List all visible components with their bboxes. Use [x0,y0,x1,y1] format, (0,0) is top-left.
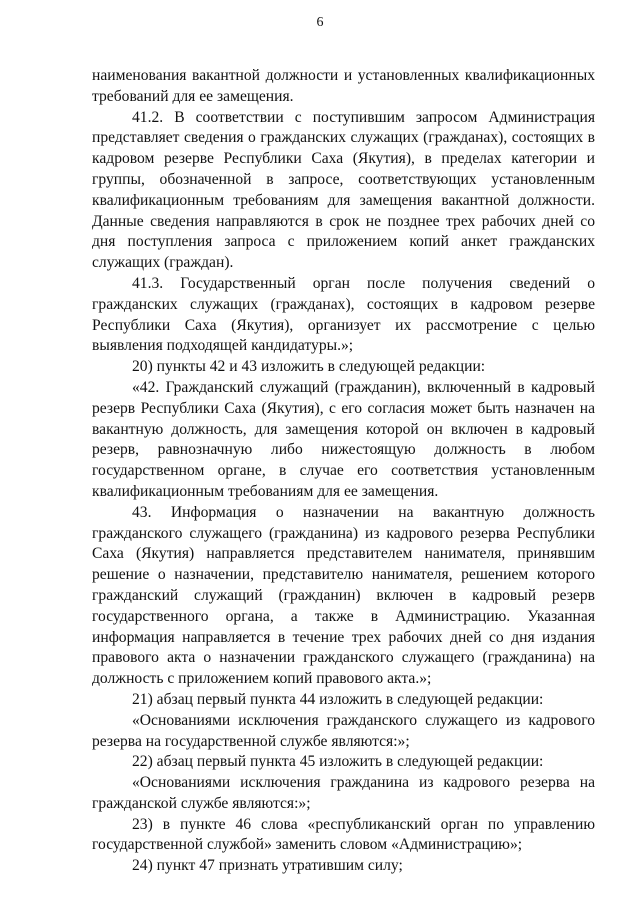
paragraph-item-21-text: «Основаниями исключения гражданского служащего из кадрового резерва на государственной службе являются:»; [92,711,595,750]
paragraph-item-22-text: «Основаниями исключения гражданина из кадрового резерва на гражданской службе являются:»; [92,774,595,812]
paragraph-42: «42. Гражданский служащий (гражданин), включенный в кадровый резерв Республики Саха (Якутия), с его согласия может быть назначен на вакантную должность, для замещения которой он включен в кадровый резерв, равнозначную либо нижестоящую должность в любом государственном органе, в случае его соответствия установленным квалификационным требованиям для ее замещения. [92,378,595,500]
paragraph-41-3: 41.3. Государственный орган после получения сведений о гражданских служащих (гражданах), состоящих в кадровом резерве Республики Саха (Якутия), организует их рассмотрение с целью выявления подходящей кандидатуры.»; [92,274,595,355]
paragraph-item-21: 21) абзац первый пункта 44 изложить в следующей редакции: [132,690,544,708]
paragraph-item-23: 23) в пункте 46 слова «республиканский орган по управлению государственной службой» заменить словом «Администрацию»; [92,815,595,854]
paragraph-item-22: 22) абзац первый пункта 45 изложить в следующей редакции: [132,753,544,771]
paragraph-continuation: наименования вакантной должности и установленных квалификационных требований для ее замещения. [92,67,595,105]
paragraph-item-24: 24) пункт 47 признать утратившим силу; [132,857,403,875]
paragraph-41-2: 41.2. В соответствии с поступившим запросом Администрация представляет сведения о гражданских служащих (гражданах), состоящих в кадровом резерве Республики Саха (Якутия), в пределах категории и группы, обозначенной в запросе, соответствующих установленным квалификационным требованиям для замещения вакантной должности. Данные сведения направляются в срок не позднее трех рабочих дней со дня поступления запроса с приложением копий анкет гражданских служащих (граждан). [92,108,595,272]
paragraph-43: 43. Информация о назначении на вакантную должность гражданского служащего (гражданина) из кадрового резерва Республики Саха (Якутия) направляется представителем нанимателя, принявшим решение о назначении, представителю нанимателя, решением которого гражданский служащий (гражданин) включен в кадровый резерв государственного органа, а также в Администрацию. Указанная информация направляется в течение трех рабочих дней со дня издания правового акта о назначении гражданского служащего (гражданина) на должность с приложением копий правового акта.»; [92,503,595,688]
page-number: 6 [316,15,324,30]
document-body [92,66,595,877]
paragraph-item-20: 20) пункты 42 и 43 изложить в следующей редакции: [132,358,486,376]
